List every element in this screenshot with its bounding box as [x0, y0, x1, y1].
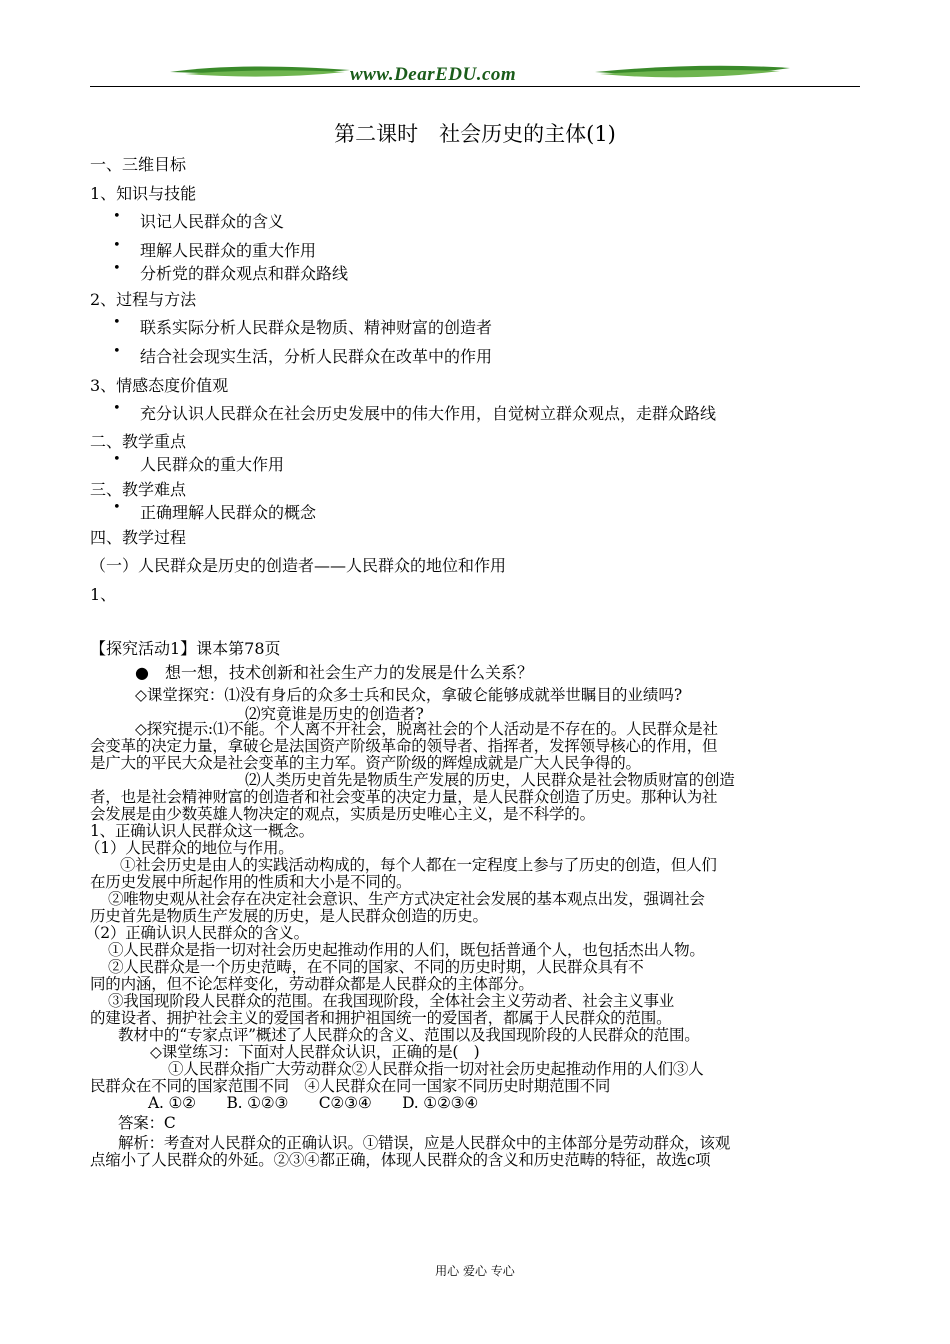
- section-difficulties: 三、教学难点: [90, 480, 187, 499]
- bullet-icon: •: [113, 452, 121, 467]
- hint-line: 会变革的决定力量，拿破仑是法国资产阶级革命的领导者、指挥者，发挥领导核心的作用，但: [90, 737, 718, 755]
- bullet-icon: •: [113, 500, 121, 515]
- concept-line: 的建设者、拥护社会主义的爱国者和拥护祖国统一的爱国者，都属于人民群众的范围。: [90, 1009, 672, 1027]
- section-objectives: 一、三维目标: [90, 155, 187, 174]
- exercise-line: 民群众在不同的国家范围不同 ④人民群众在同一国家不同历史时期范围不同: [90, 1077, 611, 1095]
- list-item-text: 结合社会现实生活，分析人民群众在改革中的作用: [140, 347, 493, 366]
- concept-line: 教材中的“专家点评”概述了人民群众的含义、范围以及我国现阶段的人民群众的范围。: [118, 1026, 700, 1044]
- page-footer: 用心 爱心 专心: [435, 1264, 515, 1278]
- hint-line: ◇探究提示:⑴不能。个人离不开社会，脱离社会的个人活动是不存在的。人民群众是社: [135, 720, 718, 738]
- concept-line: （1）人民群众的地位与作用。: [85, 839, 294, 857]
- hint-line: ⑵人类历史首先是物质生产发展的历史，人民群众是社会物质财富的创造: [245, 771, 735, 789]
- subsection-creator: （一）人民群众是历史的创造者——人民群众的地位和作用: [90, 556, 507, 575]
- subsection-process: 2、过程与方法: [90, 290, 197, 309]
- list-item-text: 理解人民群众的重大作用: [140, 241, 317, 260]
- concept-line: ②唯物史观从社会存在决定社会意识、生产方式决定社会发展的基本观点出发，强调社会: [108, 890, 705, 908]
- hint-line: 者，也是社会精神财富的创造者和社会变革的决定力量，是人民群众创造了历史。那种认为社: [90, 788, 718, 806]
- page-title: 第二课时 社会历史的主体(1): [334, 122, 616, 146]
- inquiry-question-1: ◇课堂探究：⑴没有身后的众多士兵和民众，拿破仑能够成就举世瞩目的业绩吗?: [135, 686, 683, 704]
- header-divider: [90, 86, 860, 87]
- hint-paragraph: [90, 721, 860, 823]
- bullet-icon: •: [113, 401, 121, 416]
- item-number: 1、: [90, 585, 117, 604]
- list-item-text: 联系实际分析人民群众是物质、精神财富的创造者: [140, 318, 493, 337]
- analysis-line: 解析：考查对人民群众的正确认识。①错误，应是人民群众中的主体部分是劳动群众，该观: [118, 1134, 731, 1152]
- answer-text: 答案：C: [118, 1114, 176, 1132]
- activity-heading: 【探究活动1】课本第78页: [90, 639, 281, 658]
- bullet-icon: •: [113, 344, 121, 359]
- hint-line: 是广大的平民大众是社会变革的主力军。资产阶级的辉煌成就是广大人民争得的。: [90, 754, 641, 772]
- list-item-text: 分析党的群众观点和群众路线: [140, 264, 349, 283]
- subsection-attitude: 3、情感态度价值观: [90, 376, 229, 395]
- bullet-icon: •: [113, 209, 121, 224]
- concept-line: 历史首先是物质生产发展的历史，是人民群众创造的历史。: [90, 907, 488, 925]
- inquiry-question-2: ⑵究竟谁是历史的创造者?: [245, 705, 424, 723]
- analysis-line: 点缩小了人民群众的外延。②③④都正确，体现人民群众的含义和历史范畴的特征，故选c项: [90, 1151, 711, 1169]
- concept-line: 1、正确认识人民群众这一概念。: [90, 822, 314, 840]
- bullet-icon: •: [113, 315, 121, 330]
- section-key-points: 二、教学重点: [90, 432, 187, 451]
- exercise-options: A. ①② B. ①②③ C②③④ D. ①②③④: [148, 1094, 479, 1112]
- bullet-icon: •: [113, 261, 121, 276]
- bullet-icon: •: [113, 238, 121, 253]
- concept-line: 在历史发展中所起作用的性质和大小是不同的。: [90, 873, 412, 891]
- think-prompt: ● 想一想，技术创新和社会生产力的发展是什么关系？: [135, 663, 533, 682]
- concept-line: ①社会历史是由人的实践活动构成的，每个人都在一定程度上参与了历史的创造，但人们: [120, 856, 717, 874]
- concept-line: ③我国现阶段人民群众的范围。在我国现阶段，全体社会主义劳动者、社会主义事业: [108, 992, 675, 1010]
- list-item-text: 人民群众的重大作用: [140, 455, 285, 474]
- exercise-block: [90, 1044, 860, 1169]
- list-item-text: 识记人民群众的含义: [140, 212, 285, 231]
- concept-line: ①人民群众是指一切对社会历史起推动作用的人们，既包括普通个人，也包括杰出人物。: [108, 941, 705, 959]
- exercise-line: ①人民群众指广大劳动群众②人民群众指一切对社会历史起推动作用的人们③人: [168, 1060, 704, 1078]
- list-item-text: 充分认识人民群众在社会历史发展中的伟大作用，自觉树立群众观点，走群众路线: [140, 404, 717, 423]
- exercise-question: ◇课堂练习：下面对人民群众认识，正确的是( ): [150, 1043, 480, 1061]
- concept-line: ②人民群众是一个历史范畴，在不同的国家、不同的历史时期，人民群众具有不: [108, 958, 644, 976]
- section-process: 四、教学过程: [90, 528, 187, 547]
- subsection-knowledge: 1、知识与技能: [90, 184, 197, 203]
- concept-line: 同的内涵，但不论怎样变化，劳动群众都是人民群众的主体部分。: [90, 975, 534, 993]
- site-logo[interactable]: www.DearEDU.com: [350, 64, 517, 85]
- hint-line: 会发展是由少数英雄人物决定的观点，实质是历史唯心主义，是不科学的。: [90, 805, 595, 823]
- list-item-text: 正确理解人民群众的概念: [140, 503, 317, 522]
- concept-paragraph: [85, 822, 860, 1044]
- concept-line: （2）正确认识人民群众的含义。: [85, 924, 309, 942]
